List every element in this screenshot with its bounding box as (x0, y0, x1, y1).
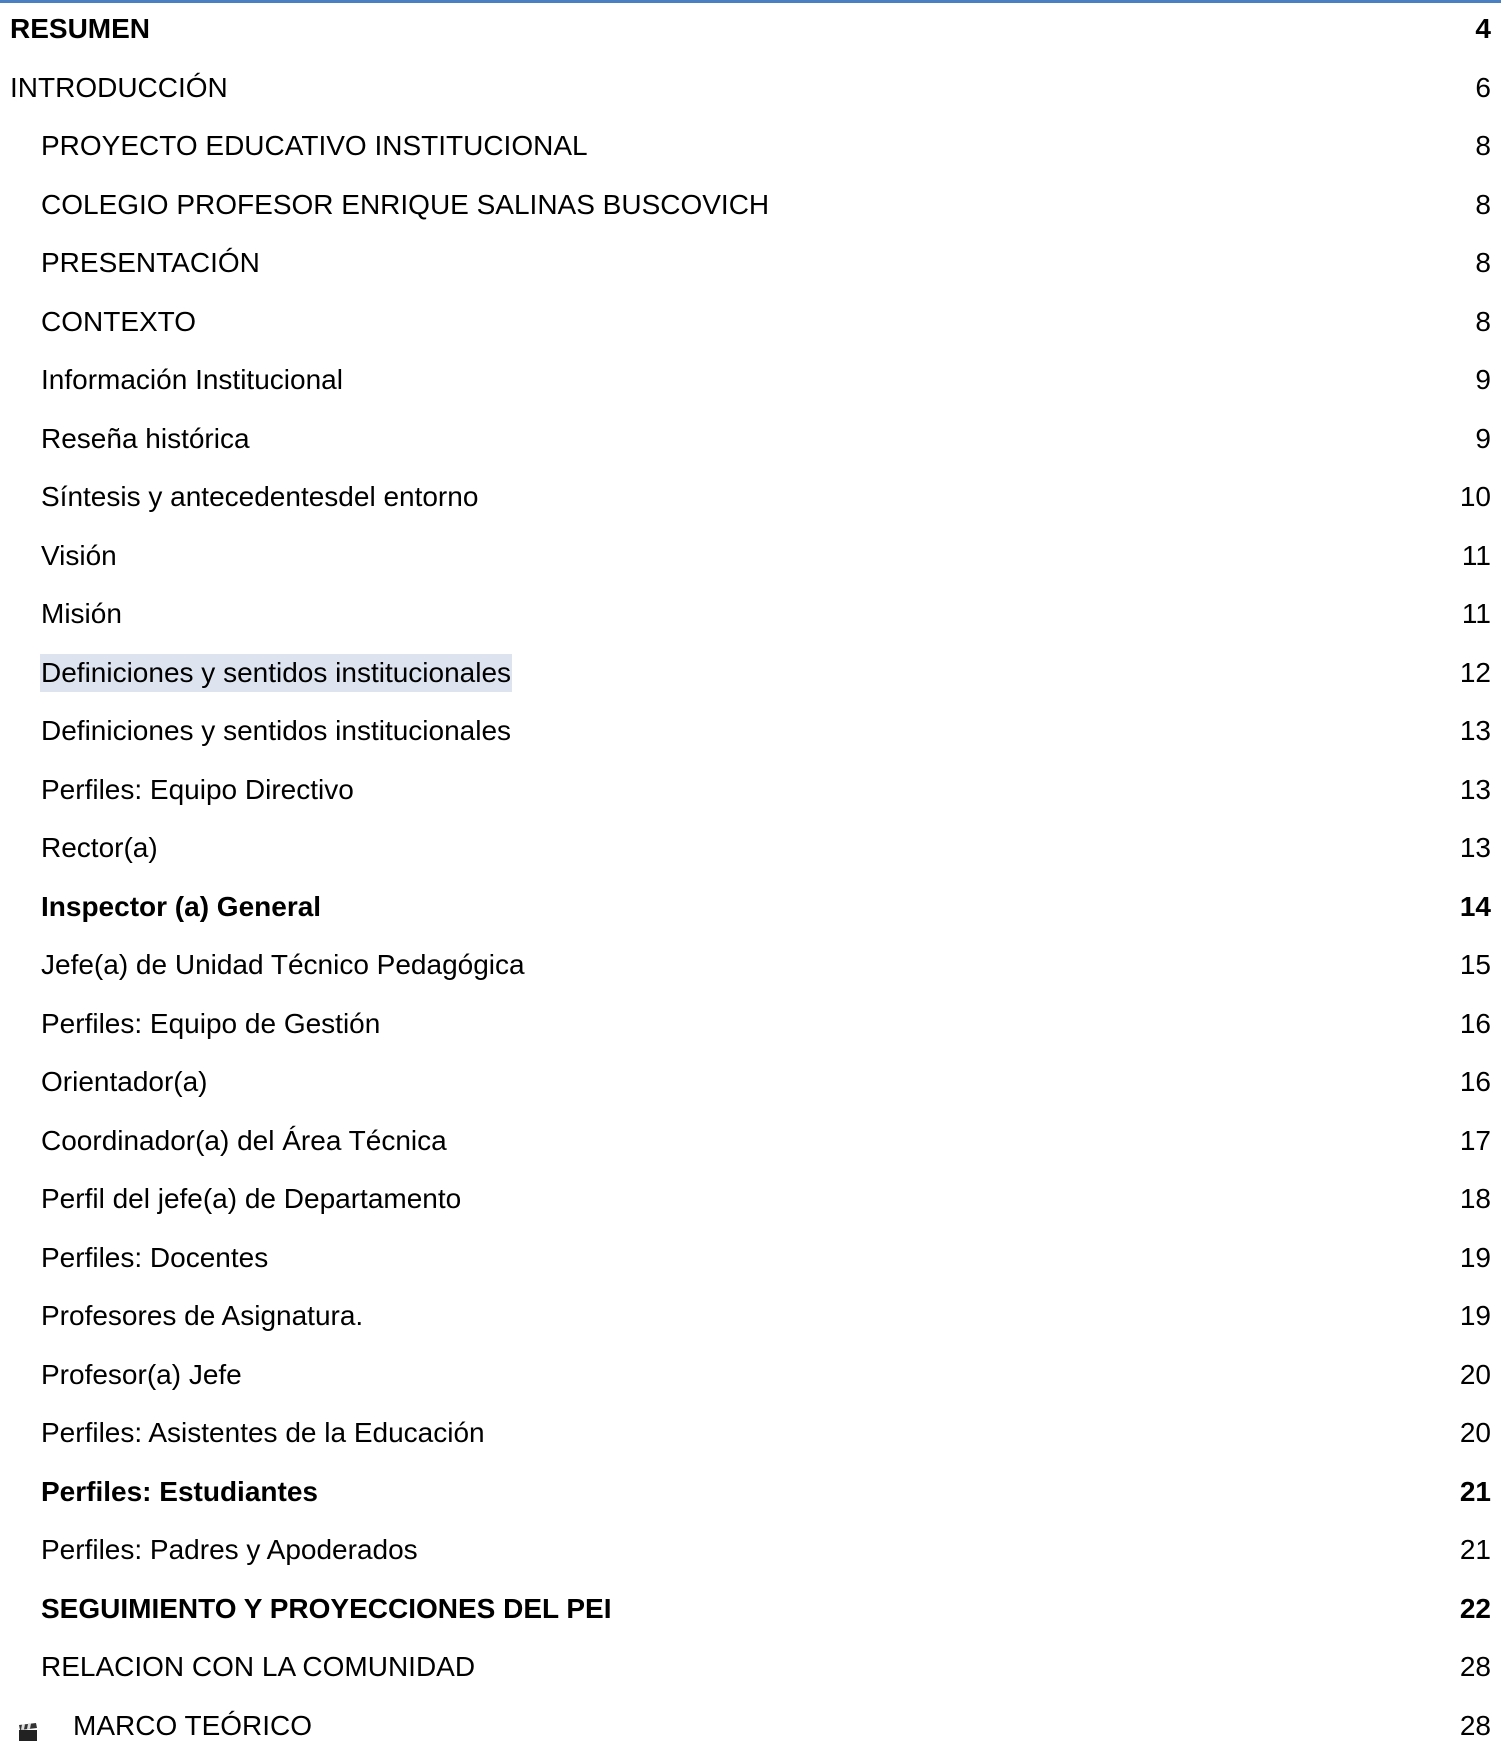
toc-entry-title: Orientador(a) (41, 1066, 208, 1097)
toc-entry[interactable] (0, 1580, 1501, 1638)
toc-entry-title: Profesores de Asignatura. (41, 1300, 364, 1331)
toc-entry[interactable] (0, 1697, 1501, 1755)
toc-entry-title: PROYECTO EDUCATIVO INSTITUCIONAL (41, 130, 588, 161)
toc-entry-title: PRESENTACIÓN (41, 247, 260, 278)
toc-entry[interactable] (0, 936, 1501, 994)
toc-entry[interactable] (0, 1287, 1501, 1345)
toc-entry-page-number: 9 (1475, 364, 1491, 395)
toc-entry-title: Información Institucional (41, 364, 343, 395)
toc-entry-title: Visión (41, 539, 117, 571)
toc-entry-page-number: 9 (1475, 422, 1491, 454)
toc-entry[interactable] (0, 995, 1501, 1053)
toc-entry-title: COLEGIO PROFESOR ENRIQUE SALINAS BUSCOVICH (41, 188, 770, 220)
toc-entry-title: Definiciones y sentidos institucionales (40, 654, 512, 692)
toc-entry-page-number: 12 (1459, 656, 1491, 688)
toc-entry-page-number: 28 (1459, 1651, 1491, 1682)
toc-entry[interactable] (0, 878, 1501, 936)
toc-entry-page-number: 13 (1459, 832, 1491, 863)
toc-entry-title: RESUMEN (10, 13, 151, 44)
toc-entry[interactable] (0, 293, 1501, 351)
toc-entry-page-number: 21 (1459, 1475, 1491, 1507)
toc-entry-title: Coordinador(a) del Área Técnica (41, 1124, 447, 1156)
toc-entry[interactable] (0, 468, 1501, 526)
toc-entry-title: Inspector (a) General (41, 890, 322, 922)
toc-entry-title: Perfiles: Docentes (41, 1241, 269, 1273)
toc-entry-page-number: 21 (1459, 1534, 1491, 1565)
toc-entry-page-number: 11 (1461, 539, 1491, 571)
toc-entry-page-number: 6 (1475, 71, 1491, 103)
toc-entry-page-number: 18 (1459, 1183, 1491, 1214)
toc-entry-page-number: 13 (1459, 715, 1491, 746)
toc-entry[interactable] (0, 1170, 1501, 1228)
toc-entry[interactable] (0, 1346, 1501, 1404)
toc-entry-page-number: 13 (1459, 773, 1491, 805)
toc-entry-title: Perfiles: Padres y Apoderados (41, 1534, 418, 1565)
toc-entry-title: Definiciones y sentidos institucionales (41, 715, 512, 746)
toc-entry[interactable] (0, 1112, 1501, 1170)
toc-entry[interactable] (0, 59, 1501, 117)
toc-entry[interactable] (0, 176, 1501, 234)
toc-entry-title: Rector(a) (41, 832, 158, 863)
toc-entry-page-number: 19 (1459, 1300, 1491, 1331)
toc-entry-title: RELACION CON LA COMUNIDAD (41, 1651, 476, 1682)
toc-entry-page-number: 20 (1459, 1358, 1491, 1390)
toc-entry-title: Misión (41, 598, 122, 629)
toc-entry-page-number: 19 (1459, 1241, 1491, 1273)
toc-entry-title: INTRODUCCIÓN (10, 71, 228, 103)
toc-entry-title: Síntesis y antecedentesdel entorno (41, 481, 479, 512)
toc-entry-title: Reseña histórica (41, 422, 250, 454)
toc-entry-page-number: 20 (1459, 1417, 1491, 1448)
toc-entry-page-number: 8 (1475, 188, 1491, 220)
toc-entry-page-number: 8 (1475, 130, 1491, 161)
toc-entry-title: CONTEXTO (41, 305, 197, 337)
toc-entry-title: Perfiles: Estudiantes (41, 1475, 318, 1507)
toc-entry-page-number: 14 (1459, 890, 1491, 922)
toc-entry[interactable] (0, 1229, 1501, 1287)
toc-entry[interactable] (0, 1521, 1501, 1579)
toc-entry-title: Profesor(a) Jefe (41, 1358, 242, 1390)
toc-entry[interactable] (0, 819, 1501, 877)
toc-entry[interactable] (0, 0, 1501, 58)
toc-entry-title: MARCO TEÓRICO (73, 1709, 313, 1741)
toc-entry[interactable] (0, 585, 1501, 643)
toc-entry-page-number: 16 (1459, 1007, 1491, 1039)
toc-entry-page-number: 10 (1459, 481, 1491, 512)
toc-entry-page-number: 28 (1459, 1709, 1491, 1741)
toc-entry-title: Perfiles: Asistentes de la Educación (41, 1417, 485, 1448)
toc-entry-page-number: 8 (1475, 305, 1491, 337)
toc-entry-title: SEGUIMIENTO Y PROYECCIONES DEL PEI (41, 1592, 612, 1624)
clapperboard-icon (18, 1722, 38, 1742)
toc-entry-page-number: 17 (1459, 1124, 1491, 1156)
toc-entry-title: Perfiles: Equipo Directivo (41, 773, 354, 805)
toc-entry[interactable] (0, 1053, 1501, 1111)
toc-entry[interactable] (0, 1463, 1501, 1521)
toc-entry-page-number: 22 (1459, 1592, 1491, 1624)
toc-entry-page-number: 15 (1459, 949, 1491, 980)
toc-entry[interactable] (0, 351, 1501, 409)
toc-entry[interactable] (0, 1404, 1501, 1462)
toc-entry[interactable] (0, 761, 1501, 819)
toc-entry-title: Perfil del jefe(a) de Departamento (41, 1183, 462, 1214)
toc-entry[interactable] (0, 1638, 1501, 1696)
toc-entry-title: Jefe(a) de Unidad Técnico Pedagógica (41, 949, 525, 980)
toc-entry[interactable] (0, 644, 1501, 702)
toc-entry[interactable] (0, 702, 1501, 760)
toc-entry-page-number: 11 (1461, 598, 1491, 629)
toc-entry-page-number: 16 (1459, 1066, 1491, 1097)
toc-entry[interactable] (0, 410, 1501, 468)
toc-entry-page-number: 8 (1475, 247, 1491, 278)
toc-entry-title: Perfiles: Equipo de Gestión (41, 1007, 381, 1039)
toc-entry[interactable] (0, 527, 1501, 585)
toc-entry-page-number: 4 (1475, 13, 1491, 44)
toc-entry[interactable] (0, 117, 1501, 175)
toc-entry[interactable] (0, 234, 1501, 292)
